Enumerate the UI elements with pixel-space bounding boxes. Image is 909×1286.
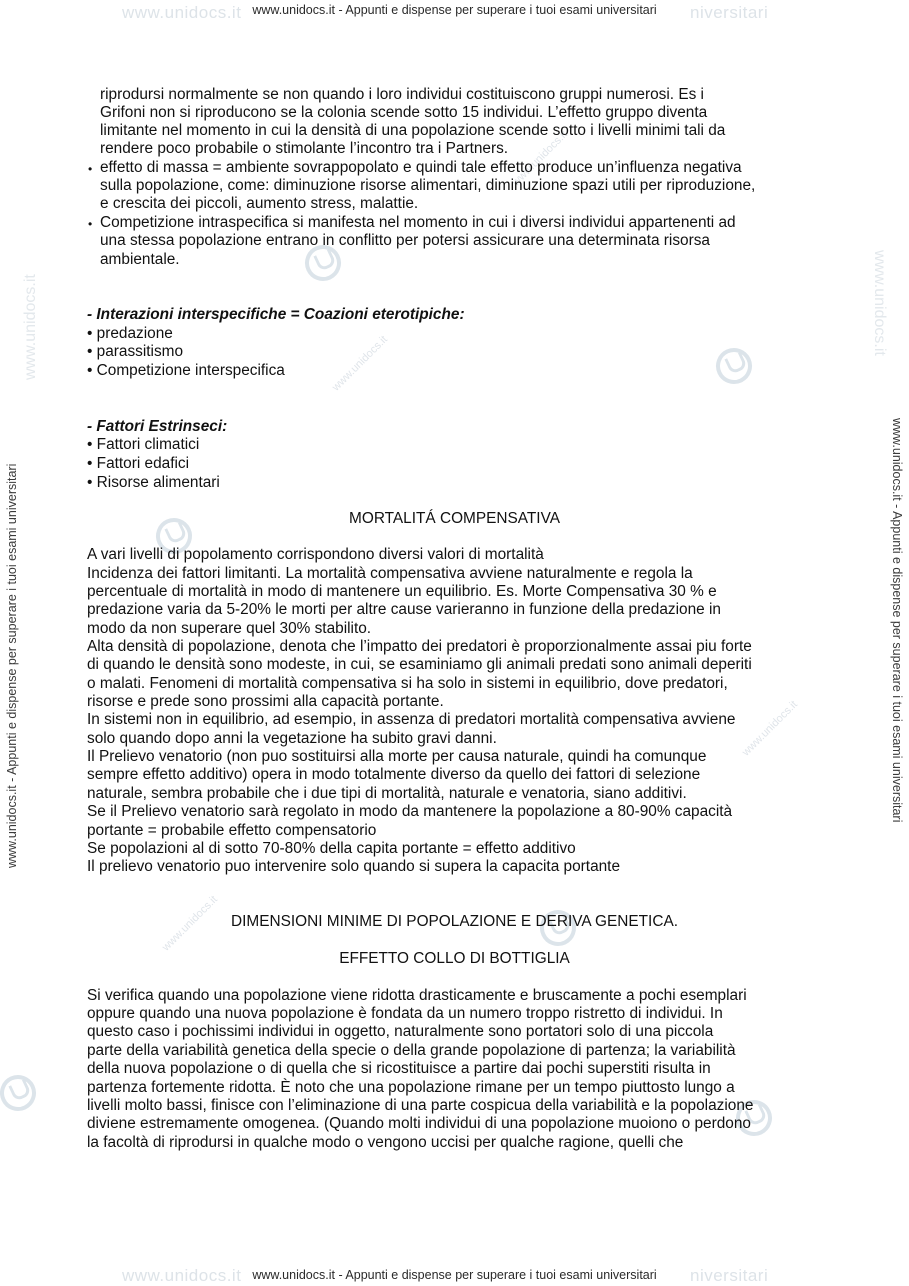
paragraph-line: di quando le densità sono modeste, in cui, se esaminiamo gli animali predati sono animali deperiti (87, 656, 752, 673)
paragraph-line: rendere poco probabile o stimolante l’incontro tra i Partners. (100, 140, 509, 157)
paragraph-line: In sistemi non in equilibrio, ad esempio, in assenza di predatori mortalità compensativa avviene (87, 711, 736, 728)
diagonal-watermark: www.unidocs.it (330, 333, 390, 394)
paragraph-line: percentuale di mortalità in modo di mantenere un equilibrio. Es. Morte Compensativa 30 % e (87, 583, 717, 600)
paragraph-line: diviene estremamente omogenea. (Quando molti individui di una popolazione muoiono o perdono (87, 1115, 751, 1132)
side-watermark-left: www.unidocs.it - Appunti e dispense per superare i tuoi esami universitari (5, 463, 19, 868)
section-heading: - Interazioni interspecifiche = Coazioni eterotipiche: (87, 306, 465, 323)
paragraph-line: la facoltà di riprodursi in qualche modo o vengono uccisi per qualche ragione, quelli che (87, 1134, 684, 1151)
paragraph-line: Il prelievo venatorio puo intervenire solo quando si supera la capacita portante (87, 858, 621, 875)
side-ghost-left: www.unidocs.it (22, 274, 39, 380)
diagonal-watermark: www.unidocs.it (510, 128, 570, 189)
bullet-line: una stessa popolazione entrano in conflitto per potersi assicurare una determinata risorsa (100, 232, 710, 249)
header-ghost-right: niversitari (690, 3, 769, 22)
section-subtitle: EFFETTO COLLO DI BOTTIGLIA (339, 950, 570, 967)
paragraph-line: naturale, sembra probabile che i due tipi di mortalità, naturale e venatoria, siano additivi. (87, 785, 687, 802)
paragraph-line: o malati. Fenomeni di mortalità compensativa si ha solo in sistemi in equilibrio, dove predatori, (87, 675, 728, 692)
paragraph-line: sempre effetto additivo) opera in modo totalmente diverso da quello dei fattori di selezione (87, 766, 701, 783)
paragraph-line: predazione varia da 5-20% le morti per altre cause varieranno in funzione della predazione in (87, 601, 721, 618)
bullet-icon: • (88, 162, 93, 176)
page-header: www.unidocs.it - Appunti e dispense per superare i tuoi esami universitari (252, 3, 657, 17)
bullet-line: Competizione intraspecifica si manifesta nel momento in cui i diversi individui appartenenti ad (100, 214, 736, 231)
diagonal-watermark: www.unidocs.it (740, 698, 800, 759)
section-heading: - Fattori Estrinseci: (87, 418, 228, 435)
paragraph-line: Se popolazioni al di sotto 70-80% della capita portante = effetto additivo (87, 840, 576, 857)
paragraph-line: Si verifica quando una popolazione viene ridotta drasticamente e bruscamente a pochi esemplari (87, 987, 747, 1004)
list-item: • Competizione interspecifica (87, 362, 285, 379)
section-title: DIMENSIONI MINIME DI POPOLAZIONE E DERIVA GENETICA. (231, 913, 678, 930)
paragraph-line: Se il Prelievo venatorio sarà regolato in modo da mantenere la popolazione a 80-90% capacità (87, 803, 733, 820)
paragraph-line: Incidenza dei fattori limitanti. La mortalità compensativa avviene naturalmente e regola la (87, 565, 693, 582)
footer-ghost-right: niversitari (690, 1266, 769, 1285)
section-title: MORTALITÁ COMPENSATIVA (349, 510, 560, 527)
paragraph-line: riprodursi normalmente se non quando i loro individui costituiscono gruppi numerosi. Es i (100, 86, 704, 103)
bullet-line: effetto di massa = ambiente sovrappopolato e quindi tale effetto produce un’influenza negativa (100, 159, 742, 176)
paragraph-line: A vari livelli di popolamento corrispondono diversi valori di mortalità (87, 546, 544, 563)
paragraph-line: parte della variabilità genetica della specie o della grande popolazione di partenza; la variabilità (87, 1042, 736, 1059)
watermark-logo-icon (710, 342, 758, 390)
watermark-logo-icon (0, 1069, 42, 1117)
footer-ghost-left: www.unidocs.it (122, 1266, 242, 1285)
side-watermark-right: www.unidocs.it - Appunti e dispense per superare i tuoi esami universitari (890, 418, 904, 823)
bullet-line: ambientale. (100, 251, 180, 268)
paragraph-line: Grifoni non si riproducono se la colonia scende sotto 15 individui. L’effetto gruppo diventa (100, 104, 708, 121)
paragraph-line: modo da non superare quel 30% stabilito. (87, 620, 372, 637)
list-item: • parassitismo (87, 343, 184, 360)
side-ghost-right: www.unidocs.it (871, 250, 888, 356)
paragraph-line: Il Prelievo venatorio (non puo sostituirsi alla morte per causa naturale, quindi ha comunque (87, 748, 707, 765)
paragraph-line: oppure quando una nuova popolazione è fondata da un numero troppo ristretto di individui. In (87, 1005, 723, 1022)
bullet-line: e crescita dei piccoli, aumento stress, malattie. (100, 195, 419, 212)
diagonal-watermark: www.unidocs.it (160, 893, 220, 954)
paragraph-line: Alta densità di popolazione, denota che l’impatto dei predatori è proporzionalmente assai piu forte (87, 638, 752, 655)
bullet-icon: • (88, 217, 93, 231)
paragraph-line: della nuova popolazione o di quella che si ricostituisce a partire dai pochi superstiti risulta in (87, 1060, 711, 1077)
paragraph-line: solo quando dopo anni la vegetazione ha subito gravi danni. (87, 730, 497, 747)
paragraph-line: partenza fortemente ridotta. È noto che una popolazione rimane per un tempo piuttosto lungo a (87, 1079, 735, 1096)
paragraph-line: limitante nel momento in cui la densità di una popolazione scende sotto i livelli minimi tali da (100, 122, 726, 139)
header-ghost-left: www.unidocs.it (122, 3, 242, 22)
paragraph-line: livelli molto bassi, finisce con l’eliminazione di una parte cospicua della variabilità e la popolazione (87, 1097, 754, 1114)
list-item: • Fattori edafici (87, 455, 190, 472)
paragraph-line: questo caso i pochissimi individui in oggetto, naturalmente sono portatori solo di una piccola (87, 1023, 714, 1040)
list-item: • predazione (87, 325, 173, 342)
list-item: • Risorse alimentari (87, 474, 220, 491)
paragraph-line: risorse e prede sono prossimi alla capacità portante. (87, 693, 444, 710)
page-footer: www.unidocs.it - Appunti e dispense per superare i tuoi esami universitari (252, 1268, 657, 1282)
list-item: • Fattori climatici (87, 436, 200, 453)
bullet-line: sulla popolazione, come: diminuzione risorse alimentari, diminuzione spazi utili per riproduzione, (100, 177, 756, 194)
paragraph-line: portante = probabile effetto compensatorio (87, 822, 377, 839)
